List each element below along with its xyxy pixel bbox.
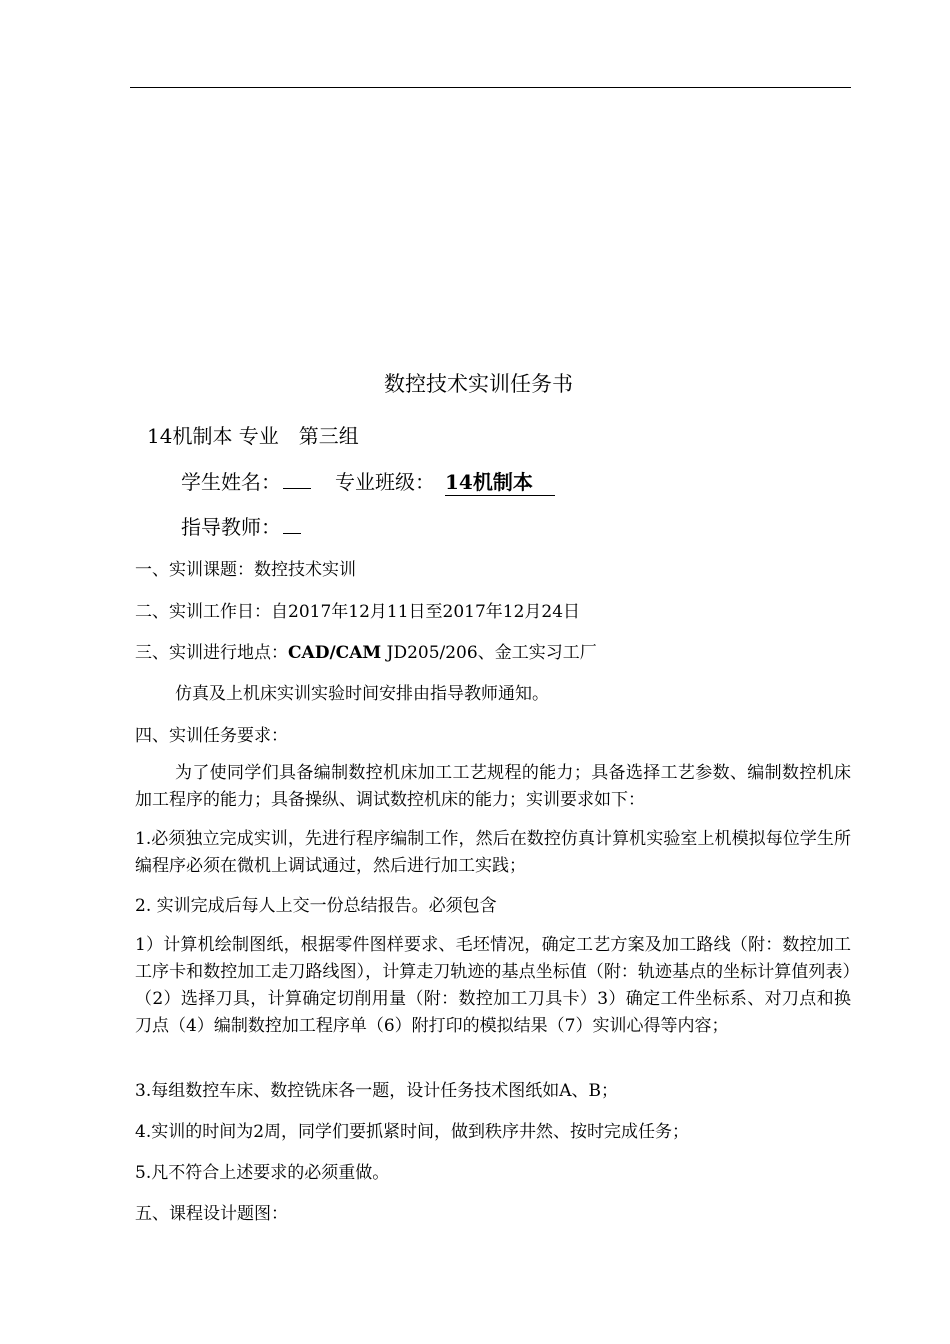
class-value: 14机制本 bbox=[445, 466, 555, 496]
requirement-1: 1.必须独立完成实训，先进行程序编制工作，然后在数控仿真计算机实验室上机模拟每位学生所编程序必须在微机上调试通过，然后进行加工实践； bbox=[135, 829, 851, 876]
section-3-bold: CAD/CAM bbox=[288, 643, 382, 663]
group-line: 14机制本 专业 第三组 bbox=[147, 424, 359, 448]
student-name-label: 学生姓名： bbox=[181, 470, 281, 494]
requirement-2: 2. 实训完成后每人上交一份总结报告。必须包含 bbox=[135, 896, 497, 916]
section-4-intro: 为了使同学们具备编制数控机床加工工艺规程的能力；具备选择工艺参数、编制数控机床加工程序的能力；具备操纵、调试数控机床的能力；实训要求如下： bbox=[135, 763, 851, 810]
teacher-label: 指导教师： bbox=[181, 515, 281, 539]
section-5-heading: 五、课程设计题图： bbox=[135, 1204, 288, 1224]
section-1-topic: 一、实训课题：数控技术实训 bbox=[135, 560, 356, 580]
requirement-3: 3.每组数控车床、数控铣床各一题，设计任务技术图纸如A、B； bbox=[135, 1081, 618, 1101]
section-3-prefix: 三、实训进行地点： bbox=[135, 643, 288, 663]
section-2-dates: 二、实训工作日：自2017年12月11日至2017年12月24日 bbox=[135, 602, 581, 622]
section-4-heading: 四、实训任务要求： bbox=[135, 726, 288, 746]
student-name-blank bbox=[283, 466, 311, 489]
requirement-4: 4.实训的时间为2周，同学们要抓紧时间，做到秩序井然、按时完成任务； bbox=[135, 1122, 690, 1142]
section-3-note: 仿真及上机床实训实验时间安排由指导教师通知。 bbox=[175, 684, 549, 704]
header-rule bbox=[130, 87, 851, 88]
document-title: 数控技术实训任务书 bbox=[384, 372, 573, 396]
section-3-location bbox=[135, 638, 597, 663]
teacher-blank bbox=[283, 511, 301, 534]
class-label: 专业班级： bbox=[335, 470, 435, 494]
requirement-5: 5.凡不符合上述要求的必须重做。 bbox=[135, 1163, 390, 1183]
teacher-row bbox=[181, 511, 301, 540]
section-3-suffix: JD205/206、金工实习工厂 bbox=[381, 643, 597, 663]
student-info-row bbox=[181, 466, 555, 496]
requirement-2-detail: 1）计算机绘制图纸，根据零件图样要求、毛坯情况，确定工艺方案及加工路线（附：数控加工工序卡和数控加工走刀路线图），计算走刀轨迹的基点坐标值（附：轨迹基点的坐标计算值列表）（2）选择刀具，计算确定切削用量（附：数控加工刀具卡）3）确定工件坐标系、对刀点和换刀点（4）编制数控加工程序单（6）附打印的模拟结果（7）实训心得等内容； bbox=[135, 935, 851, 1036]
